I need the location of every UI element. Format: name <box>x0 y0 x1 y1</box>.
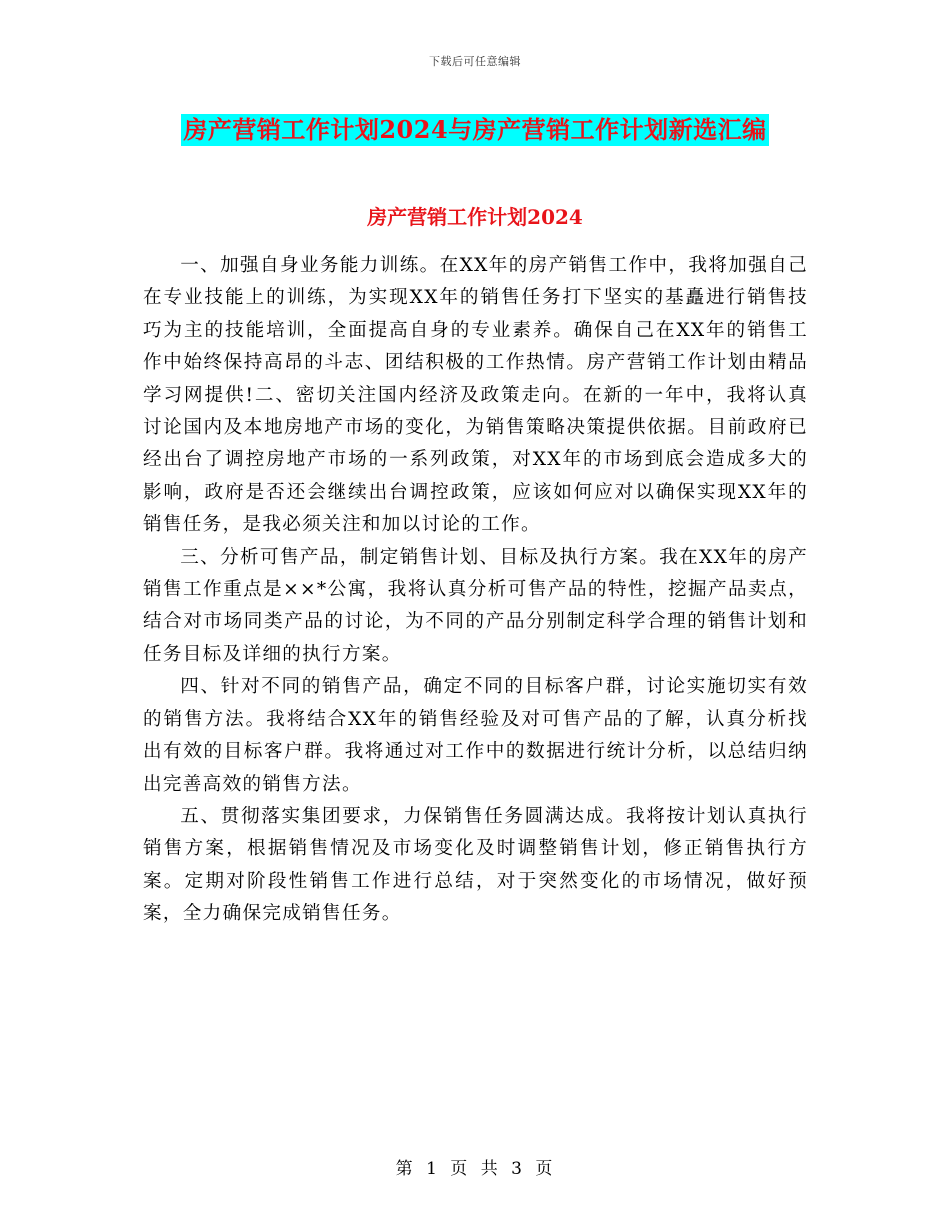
main-title: 房产营销工作计划2024与房产营销工作计划新选汇编 <box>183 115 767 144</box>
paragraph-3: 四、针对不同的销售产品，确定不同的目标客户群，讨论实施切实有效的销售方法。我将结合XX年的销售经验及对可售产品的了解，认真分析找出有效的目标客户群。我将通过对工作中的数据进行统计分析，以总结归纳出完善高效的销售方法。 <box>143 676 808 795</box>
header-note: 下载后可任意编辑 <box>429 55 521 68</box>
paragraph-4: 五、贯彻落实集团要求，力保销售任务圆满达成。我将按计划认真执行销售方案，根据销售情况及市场变化及时调整销售计划，修正销售执行方案。定期对阶段性销售工作进行总结，对于突然变化的市场情况，做好预案，全力确保完成销售任务。 <box>143 805 808 925</box>
main-title-container <box>0 114 950 146</box>
paragraph-1: 一、加强自身业务能力训练。在XX年的房产销售工作中，我将加强自己在专业技能上的训练，为实现XX年的销售任务打下坚实的基矗进行销售技巧为主的技能培训，全面提高自身的专业素养。确保自己在XX年的销售工作中始终保持高昂的斗志、团结积极的工作热情。房产营销工作计划由精品学习网提供!二、密切关注国内经济及政策走向。在新的一年中，我将认真讨论国内及本地房地产市场的变化，为销售策略决策提供依据。目前政府已经出台了调控房地产市场的一系列政策，对XX年的市场到底会造成多大的影响，政府是否还会继续出台调控政策，应该如何应对以确保实现XX年的销售任务，是我必须关注和加以讨论的工作。 <box>143 255 808 536</box>
page-footer: 第 1 页 共 3 页 <box>395 1159 555 1179</box>
document-body <box>143 250 808 931</box>
paragraph-2: 三、分析可售产品，制定销售计划、目标及执行方案。我在XX年的房产销售工作重点是××*公寓，我将认真分析可售产品的特性，挖掘产品卖点，结合对市场同类产品的讨论，为不同的产品分别制定科学合理的销售计划和任务目标及详细的执行方案。 <box>143 546 808 665</box>
section-title: 房产营销工作计划2024 <box>367 205 583 229</box>
